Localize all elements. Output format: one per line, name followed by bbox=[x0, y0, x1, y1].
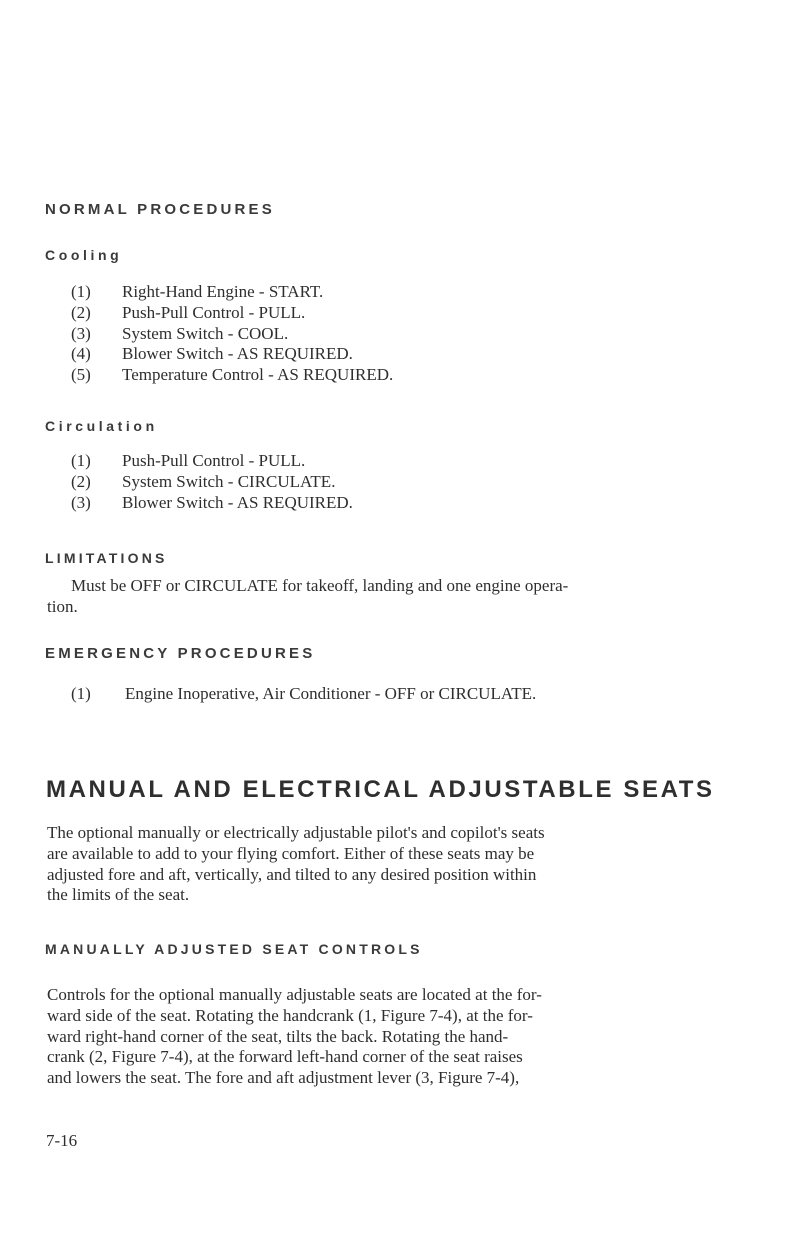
list-item bbox=[71, 324, 511, 345]
paragraph-line: The optional manually or electrically adjustable pilot's and copilot's seats bbox=[47, 823, 545, 842]
paragraph-line: Controls for the optional manually adjustable seats are located at the for- bbox=[47, 985, 542, 1004]
list-item-number: (3) bbox=[71, 492, 91, 512]
list-item-number: (4) bbox=[71, 344, 91, 364]
emergency-list bbox=[71, 684, 691, 705]
list-item-text: Blower Switch - AS REQUIRED. bbox=[122, 344, 353, 364]
paragraph-line: ward side of the seat. Rotating the handcrank (1, Figure 7-4), at the for- bbox=[47, 1005, 533, 1025]
section-heading-normal-procedures: NORMAL PROCEDURES bbox=[45, 201, 275, 218]
page-number: 7-16 bbox=[46, 1131, 78, 1150]
paragraph-line: Must be OFF or CIRCULATE for takeoff, landing and one engine opera- bbox=[71, 576, 569, 595]
list-item-number: (1) bbox=[71, 684, 91, 703]
list-item-number: (2) bbox=[71, 471, 91, 491]
section-heading-manual-seat-controls: MANUALLY ADJUSTED SEAT CONTROLS bbox=[45, 941, 423, 957]
paragraph-line: and lowers the seat. The fore and aft adjustment lever (3, Figure 7-4), bbox=[47, 1068, 520, 1088]
list-item-number: (1) bbox=[71, 282, 91, 301]
limitations-paragraph bbox=[47, 576, 568, 618]
manual-controls-paragraph bbox=[47, 985, 542, 1089]
list-item-number: (3) bbox=[71, 323, 91, 343]
list-item-text: System Switch - COOL. bbox=[122, 323, 289, 343]
list-item-text: Push-Pull Control - PULL. bbox=[122, 451, 306, 470]
section-heading-limitations: LIMITATIONS bbox=[45, 550, 168, 566]
list-item-text: Temperature Control - AS REQUIRED. bbox=[122, 365, 394, 385]
page-title-adjustable-seats: MANUAL AND ELECTRICAL ADJUSTABLE SEATS bbox=[46, 776, 715, 803]
cooling-list bbox=[71, 282, 511, 386]
paragraph-line: the limits of the seat. bbox=[47, 885, 190, 905]
list-item bbox=[71, 451, 511, 472]
section-heading-emergency-procedures: EMERGENCY PROCEDURES bbox=[45, 645, 316, 662]
list-item bbox=[71, 493, 511, 514]
subheading-cooling: Cooling bbox=[45, 247, 123, 263]
list-item bbox=[71, 684, 691, 705]
list-item-number: (1) bbox=[71, 451, 91, 470]
list-item-text: Blower Switch - AS REQUIRED. bbox=[122, 492, 353, 512]
list-item-text: Push-Pull Control - PULL. bbox=[122, 302, 306, 322]
seats-paragraph bbox=[47, 823, 545, 906]
list-item bbox=[71, 344, 511, 365]
list-item-text: System Switch - CIRCULATE. bbox=[122, 471, 336, 491]
list-item-number: (5) bbox=[71, 365, 91, 385]
paragraph-line: crank (2, Figure 7-4), at the forward left-hand corner of the seat raises bbox=[47, 1047, 523, 1067]
paragraph-line: adjusted fore and aft, vertically, and tilted to any desired position within bbox=[47, 864, 537, 884]
circulation-list bbox=[71, 451, 511, 513]
list-item-text: Engine Inoperative, Air Conditioner - OFF or CIRCULATE. bbox=[125, 684, 537, 703]
list-item bbox=[71, 472, 511, 493]
list-item bbox=[71, 365, 511, 386]
paragraph-line: tion. bbox=[47, 596, 78, 616]
list-item bbox=[71, 282, 511, 303]
subheading-circulation: Circulation bbox=[45, 418, 158, 434]
list-item bbox=[71, 303, 511, 324]
paragraph-line: ward right-hand corner of the seat, tilts the back. Rotating the hand- bbox=[47, 1026, 509, 1046]
paragraph-line: are available to add to your flying comfort. Either of these seats may be bbox=[47, 843, 535, 863]
list-item-number: (2) bbox=[71, 302, 91, 322]
list-item-text: Right-Hand Engine - START. bbox=[122, 282, 324, 301]
